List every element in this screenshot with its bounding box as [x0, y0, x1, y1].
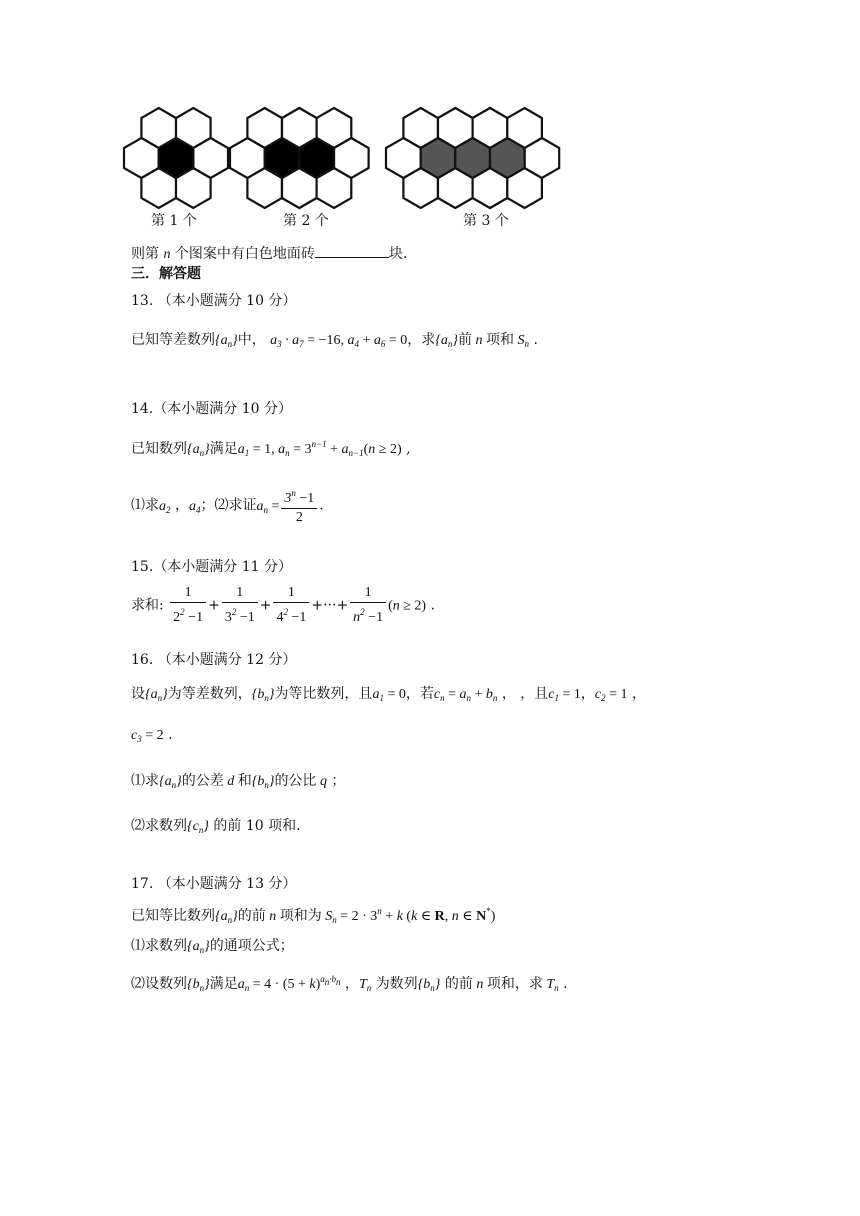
q14-intro: 已知数列 [131, 441, 187, 457]
q13-body: 已知等差数列$\{a_n\}$中， $a_3 \cdot a_7 = -16$, $a_4 + a_6 = 0$，求$\{a_n\}$前 n 项和 $S_n$ . [131, 332, 538, 349]
q17-part1: ⑴求数列$\{a_n\}$的通项公式； [131, 938, 294, 955]
black-tile [265, 138, 300, 178]
q16-p1d: 的公比 [274, 773, 317, 789]
black-tile [421, 138, 456, 178]
caption-2: 第 2 个 [283, 213, 329, 229]
q17-p2b: 满足 [209, 976, 238, 992]
white-tile [230, 138, 265, 178]
q16-t5: ，且 [520, 686, 549, 702]
section-title: 三．解答题 [131, 266, 201, 282]
q13-ask3: 项和 [486, 332, 514, 348]
hexagon-tile-figure [0, 0, 860, 240]
q17-intro: 已知等比数列 [131, 908, 215, 924]
fill-blank-end: 块. [388, 246, 408, 262]
q17-mid2: 项和为 [279, 908, 322, 924]
q13-header: 13. （本小题满分 10 分） [131, 293, 297, 309]
fill-blank-text2: 个图案中有白色地面砖 [174, 246, 315, 262]
answer-blank[interactable] [315, 244, 389, 258]
q16-line1: 设$\{a_n\}$为等差数列，$\{b_n\}$为等比数列，且$a_1 = 0$，若$c_n = a_n + b_n$ ， ，且$c_1 = 1$，$c_2 = 1$ ， [131, 686, 646, 703]
q17-p1b: 的通项公式； [209, 938, 294, 954]
q16-p1b: 的公差 [181, 773, 224, 789]
q17-p2e: 项和，求 [486, 976, 543, 992]
q16-line2: $c_3 = 2$ . [131, 727, 173, 744]
white-tile [124, 138, 159, 178]
q13-ask: ，求 [407, 332, 436, 348]
q16-p1c: 和 [237, 773, 252, 789]
q14-header: 14.（本小题满分 10 分） [131, 401, 292, 417]
q15-header: 15.（本小题满分 11 分） [131, 559, 292, 575]
q16-t2: 为等差数列， [167, 686, 252, 702]
q16-t3: 为等比数列，且 [274, 686, 373, 702]
q16-p2a: ⑵求数列 [131, 818, 187, 834]
q14-parts: ⑴求$a_2$ ，$a_4$；⑵求证$a_n$ = $\frac{3^n -1}{2}$ . [131, 484, 324, 527]
q14-part2: ；⑵求证 [200, 497, 257, 514]
q14-body: 已知数列$\{a_n\}$满足$a_1 = 1$, $a_n = 3^{n-1} + a_{n-1}(n \ge 2)$ , [131, 439, 411, 458]
black-tile [159, 138, 194, 178]
fill-blank-n: n [163, 247, 171, 262]
q16-p1a: ⑴求 [131, 773, 159, 789]
white-tile [525, 138, 560, 178]
q16-t4: ，若 [405, 686, 434, 702]
q17-p2d: 的前 [444, 976, 473, 992]
q17-p1a: ⑴求数列 [131, 938, 187, 954]
q17-part2: ⑵设数列$\{b_n\}$满足$a_n = 4 \cdot (5 + k)^{a_n\cdot b_n}$ ，$T_n$ 为数列$\{b_n\}$ 的前 n 项和，求 $T_n$ . [131, 974, 568, 993]
q17-body: 已知等比数列$\{a_n\}$的前 n 项和为 $S_n = 2 \cdot 3^n + k$ (k ∈ R, n ∈ N*) [131, 906, 496, 925]
q16-part1: ⑴求$\{a_n\}$的公差 d 和$\{b_n\}$的公比 q ； [131, 773, 346, 790]
q15-intro: 求和: [131, 597, 164, 614]
q16-header: 16. （本小题满分 12 分） [131, 652, 297, 668]
white-tile [193, 138, 228, 178]
q13-intro: 已知等差数列 [131, 332, 215, 348]
q17-p2a: ⑵设数列 [131, 976, 187, 992]
fill-blank-text: 则第 [131, 246, 159, 262]
q13-ask2: 前 [458, 332, 472, 348]
fill-blank-line [131, 244, 407, 264]
black-tile [299, 138, 334, 178]
q17-mid: 的前 [237, 908, 266, 924]
caption-3: 第 3 个 [463, 213, 509, 229]
black-tile [455, 138, 490, 178]
q17-header: 17. （本小题满分 13 分） [131, 876, 297, 892]
q15-body: 求和: $\frac{1}{2^2 -1}$ + $\frac{1}{3^2 -1}$ + $\frac{1}{4^2 -1}$ +···+ $\frac{1}{n^2 -1}$ (n ≥ 2) . [131, 585, 436, 625]
q16-part2: ⑵求数列$\{c_n\}$ 的前 10 项和. [131, 818, 301, 835]
q16-t1: 设 [131, 686, 145, 702]
caption-1: 第 1 个 [151, 213, 197, 229]
q14-part1: ⑴求 [131, 497, 159, 514]
white-tile [386, 138, 421, 178]
white-tile [334, 138, 369, 178]
q13-mid: 中， [237, 332, 266, 348]
q17-p2c: 为数列 [375, 976, 418, 992]
q16-p2b: 的前 10 项和. [213, 818, 301, 834]
black-tile [490, 138, 525, 178]
q14-mid: 满足 [209, 441, 238, 457]
